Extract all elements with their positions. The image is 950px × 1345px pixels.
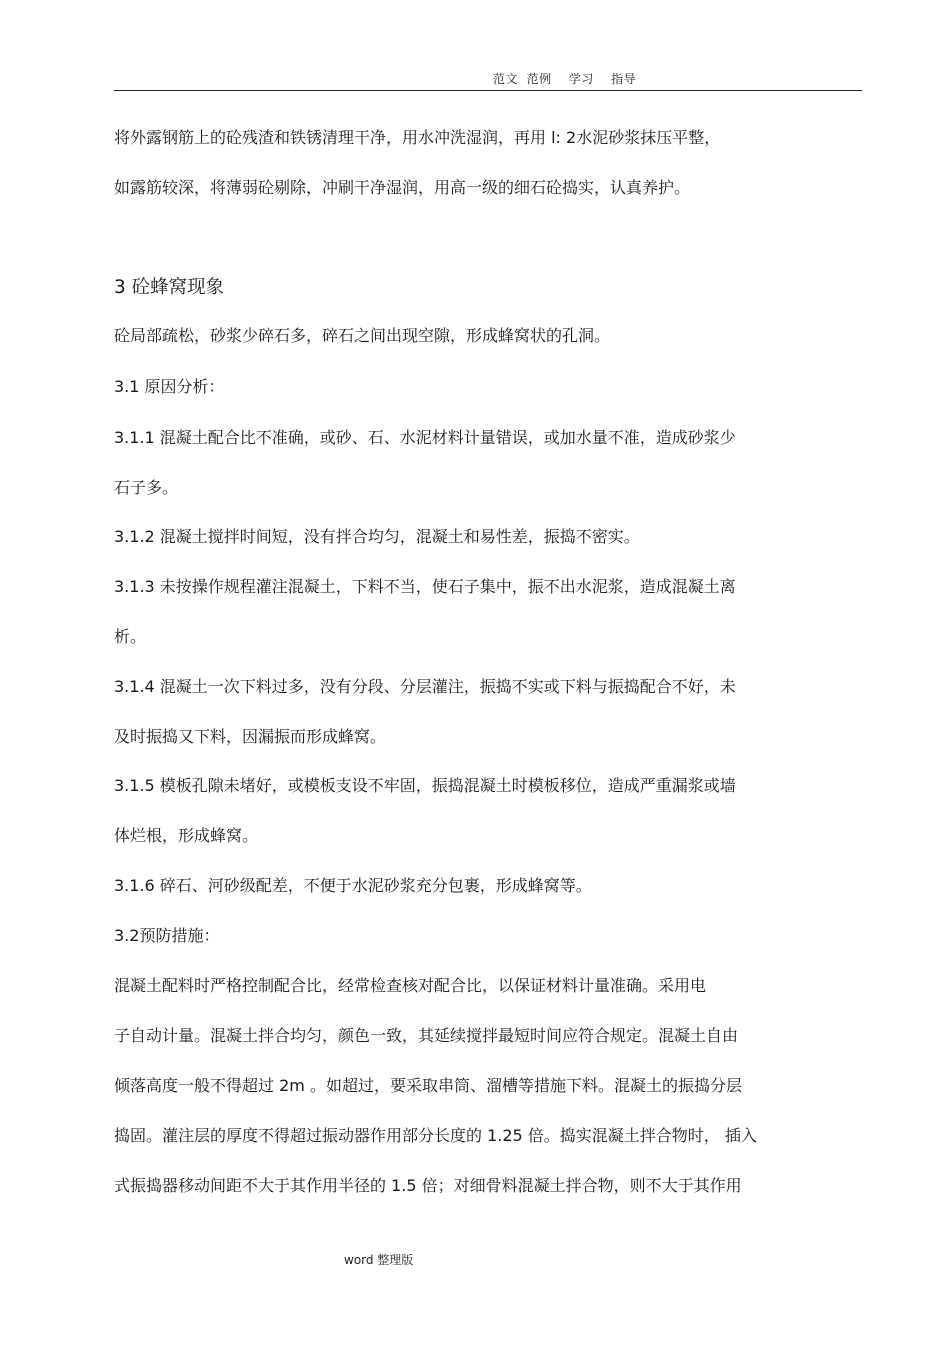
subsection-heading: 3.2预防措施：: [114, 926, 220, 945]
paragraph-line: 式振捣器移动间距不大于其作用半径的 1.5 倍；对细骨料混凝土拌合物，则不大于其作用: [114, 1176, 742, 1195]
paragraph-line: 混凝土配料时严格控制配合比，经常检查核对配合比，以保证材料计量准确。采用电: [114, 976, 707, 995]
section-heading: 3 砼蜂窝现象: [114, 277, 225, 298]
paragraph-line: 捣固。灌注层的厚度不得超过振动器作用部分长度的 1.25 倍。捣实混凝土拌合物时， 插入: [114, 1126, 757, 1145]
paragraph-line: 倾落高度一般不得超过 2m 。如超过，要采取串筒、溜槽等措施下料。混凝土的振捣分层: [114, 1076, 742, 1095]
paragraph-line: 3.1.5 模板孔隙未堵好，或模板支设不牢固，振捣混凝土时模板移位，造成严重漏浆或墙: [114, 776, 736, 795]
paragraph-line: 析。: [114, 627, 147, 646]
paragraph-line: 3.1.3 未按操作规程灌注混凝土，下料不当，使石子集中，振不出水泥浆，造成混凝土离: [114, 577, 736, 596]
paragraph-line: 体烂根，形成蜂窝。: [114, 826, 259, 845]
paragraph-line: 3.1.4 混凝土一次下料过多，没有分段、分层灌注，振捣不实或下料与振捣配合不好，未: [114, 677, 736, 696]
paragraph-line: 3.1.6 碎石、河砂级配差，不便于水泥砂浆充分包裹，形成蜂窝等。: [114, 876, 592, 895]
paragraph-line: 子自动计量。混凝土拌合均匀，颜色一致，其延续搅拌最短时间应符合规定。混凝土自由: [114, 1026, 739, 1045]
paragraph-line: 如露筋较深，将薄弱砼剔除，冲刷干净湿润，用高一级的细石砼捣实，认真养护。: [114, 178, 691, 197]
paragraph-line: 3.1.1 混凝土配合比不准确，或砂、石、水泥材料计量错误，或加水量不准，造成砂浆少: [114, 428, 736, 447]
paragraph-line: 石子多。: [114, 478, 179, 497]
paragraph-line: 将外露钢筋上的砼残渣和铁锈清理干净，用水冲洗湿润，再用 l: 2水泥砂浆抹压平整，: [114, 128, 721, 147]
page-header: [114, 68, 862, 91]
subsection-heading: 3.1 原因分析：: [114, 377, 225, 396]
paragraph-line: 3.1.2 混凝土搅拌时间短，没有拌合均匀，混凝土和易性差，振捣不密实。: [114, 527, 640, 546]
paragraph-line: 及时振捣又下料，因漏振而形成蜂窝。: [114, 727, 387, 746]
paragraph-line: 砼局部疏松，砂浆少碎石多，碎石之间出现空隙，形成蜂窝状的孔洞。: [114, 326, 611, 345]
page-footer: word 整理版: [344, 1253, 414, 1267]
header-text: 范文 范例 学习 指导: [493, 72, 637, 86]
